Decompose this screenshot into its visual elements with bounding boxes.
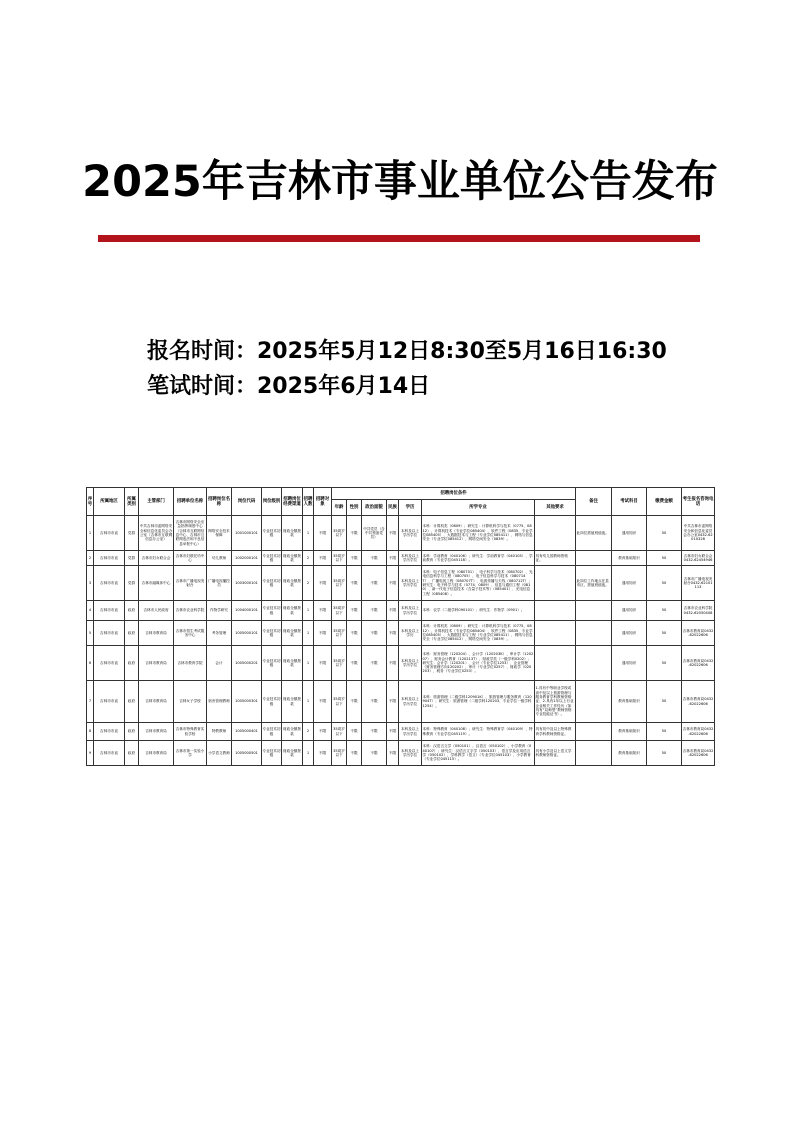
cell-level: 专业技术初级: [262, 681, 282, 723]
cell-education: 本科及以上学历学位: [399, 551, 422, 566]
cell-dept: 吉林市教育局: [139, 646, 174, 681]
cell-code: 1005000101: [232, 621, 262, 646]
cell-target: 不限: [314, 681, 332, 723]
cell-gender: 不限: [347, 516, 362, 551]
cell-major: 本科：旅游管理（二级学科120901K）、旅游管理与服务教育（120904T）；研究生：旅游管理（二级学科120203、专业学位一级学科1254）。: [422, 681, 535, 723]
header-major: 所学专业: [422, 500, 535, 516]
cell-age: 35周岁以下: [332, 741, 347, 766]
cell-funding: 财政全额拨款: [282, 646, 303, 681]
cell-fee: 50: [647, 551, 682, 566]
header-remark: 备注: [576, 488, 612, 516]
cell-ethnicity: 不限: [387, 566, 399, 601]
recruitment-table: [86, 487, 715, 766]
cell-count: 1: [303, 621, 314, 646]
cell-post: 宿舍管理教师: [207, 681, 232, 723]
cell-fee: 50: [647, 601, 682, 621]
cell-remark: [576, 551, 612, 566]
cell-age: 35周岁以下: [332, 621, 347, 646]
cell-politics: 不限: [362, 566, 387, 601]
cell-count: 1: [303, 516, 314, 551]
cell-post: 考务管理: [207, 621, 232, 646]
cell-post: 幼儿教师: [207, 551, 232, 566]
cell-age: 35周岁以下: [332, 601, 347, 621]
cell-funding: 财政全额拨款: [282, 723, 303, 741]
table-row: [87, 646, 715, 681]
cell-education: 本科及以上学历学位: [399, 681, 422, 723]
cell-subject: 通用知识: [612, 621, 647, 646]
cell-code: 1004000101: [232, 601, 262, 621]
table-row: [87, 566, 715, 601]
header-category: 所属类别: [125, 488, 139, 516]
cell-no: 3: [87, 566, 94, 601]
header-post: 招聘岗位名称: [207, 488, 232, 516]
cell-politics: 不限: [362, 551, 387, 566]
cell-other: [535, 646, 576, 681]
cell-politics: 不限: [362, 681, 387, 723]
cell-funding: 财政全额拨款: [282, 551, 303, 566]
table-body: [87, 516, 715, 766]
cell-no: 8: [87, 723, 94, 741]
cell-gender: 不限: [347, 601, 362, 621]
cell-gender: 不限: [347, 551, 362, 566]
cell-unit: 吉林市网络安全应急指挥调度中心（吉林市互联网信息中心、吉林市互联网违法和不良信息举报中心）: [174, 516, 207, 551]
header-gender: 性别: [347, 500, 362, 516]
header-fee: 缴费金额: [647, 488, 682, 516]
header-dept: 主管部门: [139, 488, 174, 516]
cell-major: 本科：计算机类（0809）；研究生：计算机科学与技术（0775、0812）、计算机技术（专业学位085404）、软件工程（0835、专业学位085405）、大数据技术与工程（专业学位085411）、网络与信息安全（专业学位085412）、网络空间安全（0839）。: [422, 621, 535, 646]
cell-other: [535, 566, 576, 601]
cell-education: 本科及以上学历: [399, 621, 422, 646]
cell-funding: 财政全额拨款: [282, 566, 303, 601]
cell-no: 4: [87, 601, 94, 621]
cell-dept: 吉林市人民政府: [139, 601, 174, 621]
cell-gender: 不限: [347, 621, 362, 646]
cell-region: 吉林市市直: [94, 601, 125, 621]
cell-fee: 50: [647, 681, 682, 723]
cell-gender: 不限: [347, 566, 362, 601]
cell-target: 不限: [314, 566, 332, 601]
cell-unit: 吉林市招生考试服务中心: [174, 621, 207, 646]
cell-count: 1: [303, 741, 314, 766]
cell-contact: 吉林市农业科学院0432-62050408: [682, 601, 715, 621]
header-region: 所属地区: [94, 488, 125, 516]
cell-count: 1: [303, 646, 314, 681]
cell-dept: 吉林市教育局: [139, 621, 174, 646]
cell-no: 9: [87, 741, 94, 766]
cell-major: 本科：农学（二级学科090101）；研究生：作物学（0901）。: [422, 601, 535, 621]
cell-no: 2: [87, 551, 94, 566]
cell-unit: 吉林市第一实验小学: [174, 741, 207, 766]
cell-other: 具有小学及以上语文学科教师资格证。: [535, 741, 576, 766]
header-unit: 招聘单位名称: [174, 488, 207, 516]
cell-other: 1.具有中等职业学校或高中及以上旅游管理与服务教育学科教师资格证；2.具有1年以上行业企业相关工作经历（如具有“双师型”教师资格专业技能证书）。: [535, 681, 576, 723]
cell-region: 吉林市市直: [94, 723, 125, 741]
cell-fee: 50: [647, 516, 682, 551]
cell-education: 本科及以上学历学位: [399, 723, 422, 741]
table-row: [87, 621, 715, 646]
cell-contact: 吉林市广播电视发射台0432-62101113: [682, 566, 715, 601]
cell-code: 1002000101: [232, 551, 262, 566]
cell-count: 1: [303, 601, 314, 621]
cell-target: 不限: [314, 723, 332, 741]
cell-post: 作物学研究: [207, 601, 232, 621]
cell-count: 1: [303, 681, 314, 723]
table-row: [87, 723, 715, 741]
cell-age: 35周岁以下: [332, 681, 347, 723]
header-age: 年龄: [332, 500, 347, 516]
cell-subject: 教育基础知识: [612, 681, 647, 723]
cell-region: 吉林市市直: [94, 681, 125, 723]
cell-level: 专业技术初级: [262, 621, 282, 646]
exam-time: 笔试时间：2025年6月14日: [147, 374, 431, 399]
cell-major: 本科：财务管理（120204）、会计学（120203K）、审计学（120207）、财务会计教育（120213T）、财政学类（一级学科0202）；研究生：会计学（120201）、会计（专业学位1253）、企业管理（财务管理方向120202）、审计（专业学位0257）、财政学（020203）、税务（专业学位0253）。: [422, 646, 535, 681]
cell-other: 具有幼儿园教师资格证。: [535, 551, 576, 566]
cell-fee: 50: [647, 621, 682, 646]
cell-category: 政府: [125, 601, 139, 621]
cell-gender: 不限: [347, 741, 362, 766]
cell-major: 本科：计算机类（0809）；研究生：计算机科学与技术（0775、0812）、计算机技术（专业学位085404）、软件工程（0835、专业学位085405）、大数据技术与工程（专业学位085411）、网络与信息安全（专业学位085412）、网络空间安全（0839）。: [422, 516, 535, 551]
cell-target: 不限: [314, 741, 332, 766]
cell-region: 吉林市市直: [94, 566, 125, 601]
cell-contact: 吉林市教育局0432-62022606: [682, 646, 715, 681]
registration-time: 报名时间：2025年5月12日8:30至5月16日16:30: [147, 339, 667, 364]
cell-fee: 50: [647, 646, 682, 681]
cell-unit: 吉林市广播电视发射台: [174, 566, 207, 601]
cell-remark: [576, 723, 612, 741]
cell-level: 专业技术初级: [262, 741, 282, 766]
cell-age: 35周岁以下: [332, 566, 347, 601]
cell-remark: [576, 741, 612, 766]
cell-major: 本科：汉语言文学（050101）、汉语言（050102）、小学教育（040107）；研究生：汉语言文字学（050103）、语言学及应用语言学（050102）、学科教学（语文）（专业学位045103）、小学教育（专业学位045115）。: [422, 741, 535, 766]
cell-funding: 财政全额拨款: [282, 741, 303, 766]
page-title: 2025年吉林市事业单位公告发布: [82, 157, 718, 207]
cell-target: 不限: [314, 646, 332, 681]
cell-no: 1: [87, 516, 94, 551]
cell-gender: 不限: [347, 646, 362, 681]
cell-level: 专业技术初级: [262, 646, 282, 681]
cell-politics: 不限: [362, 723, 387, 741]
cell-fee: 50: [647, 566, 682, 601]
cell-politics: 中共党员（含中共预备党员）: [362, 516, 387, 551]
cell-education: 本科及以上学历学位: [399, 516, 422, 551]
cell-fee: 50: [647, 741, 682, 766]
cell-target: 不限: [314, 601, 332, 621]
table-row: [87, 741, 715, 766]
cell-unit: 吉林市妇联托幼中心: [174, 551, 207, 566]
cell-ethnicity: 不限: [387, 646, 399, 681]
cell-other: [535, 601, 576, 621]
cell-remark: [576, 681, 612, 723]
cell-subject: 教育基础知识: [612, 741, 647, 766]
cell-dept: 吉林市教育局: [139, 741, 174, 766]
cell-education: 本科及以上学历学位: [399, 601, 422, 621]
cell-ethnicity: 不限: [387, 601, 399, 621]
cell-count: 2: [303, 551, 314, 566]
header-conditions: 招聘岗位条件: [332, 488, 576, 500]
cell-target: 不限: [314, 551, 332, 566]
cell-major: 本科：特殊教育（040108）；研究生：特殊教育学（040109）、特殊教育（专业学位045119）。: [422, 723, 535, 741]
cell-subject: 通用知识: [612, 566, 647, 601]
cell-category: 党群: [125, 566, 139, 601]
cell-politics: 不限: [362, 741, 387, 766]
cell-region: 吉林市市直: [94, 621, 125, 646]
cell-other: [535, 621, 576, 646]
cell-region: 吉林市市直: [94, 516, 125, 551]
cell-dept: 中共吉林市委网络安全和信息化委员会办公室（吉林市互联网信息办公室）: [139, 516, 174, 551]
header-subject: 考试科目: [612, 488, 647, 516]
header-contact: 考生报名咨询电话: [682, 488, 715, 516]
cell-age: 35周岁以下: [332, 551, 347, 566]
cell-category: 政府: [125, 741, 139, 766]
cell-region: 吉林市市直: [94, 551, 125, 566]
cell-contact: 吉林市教育局0432-62022606: [682, 741, 715, 766]
cell-category: 政府: [125, 681, 139, 723]
cell-ethnicity: 不限: [387, 681, 399, 723]
cell-dept: 吉林市融媒体中心: [139, 566, 174, 601]
header-code: 岗位代码: [232, 488, 262, 516]
cell-politics: 不限: [362, 646, 387, 681]
table-row: [87, 601, 715, 621]
cell-category: 党群: [125, 516, 139, 551]
header-funding: 招聘岗位经费渠道: [282, 488, 303, 516]
cell-funding: 财政全额拨款: [282, 621, 303, 646]
cell-post: 小学语文教师: [207, 741, 232, 766]
cell-subject: 通用知识: [612, 601, 647, 621]
cell-category: 党群: [125, 551, 139, 566]
cell-subject: 通用知识: [612, 516, 647, 551]
cell-contact: 吉林市妇女联合会0432-62454946: [682, 551, 715, 566]
cell-category: 政府: [125, 621, 139, 646]
header-count: 招聘人数: [303, 488, 314, 516]
cell-subject: 教育基础知识: [612, 723, 647, 741]
cell-level: 专业技术初级: [262, 516, 282, 551]
header-politics: 政治面貌: [362, 500, 387, 516]
cell-no: 5: [87, 621, 94, 646]
cell-gender: 不限: [347, 723, 362, 741]
cell-no: 7: [87, 681, 94, 723]
cell-age: 35周岁以下: [332, 646, 347, 681]
cell-remark: 此岗位需值班值夜。: [576, 516, 612, 551]
header-other: 其他要求: [535, 500, 576, 516]
cell-ethnicity: 不限: [387, 741, 399, 766]
cell-politics: 不限: [362, 621, 387, 646]
cell-code: 1003000101: [232, 566, 262, 601]
cell-unit: 吉林女子学校: [174, 681, 207, 723]
cell-ethnicity: 不限: [387, 516, 399, 551]
cell-post: 特教教师: [207, 723, 232, 741]
table-row: [87, 681, 715, 723]
cell-education: 本科及以上学历学位: [399, 741, 422, 766]
cell-major: 本科：学前教育（040106）；研究生：学前教育学（040105）、学前教育（专业学位045118）。: [422, 551, 535, 566]
cell-funding: 财政全额拨款: [282, 681, 303, 723]
cell-code: 1001000101: [232, 516, 262, 551]
cell-post: 广播电视播控员: [207, 566, 232, 601]
cell-category: 政府: [125, 646, 139, 681]
cell-education: 本科及以上学历学位: [399, 566, 422, 601]
cell-age: 35周岁以下: [332, 723, 347, 741]
cell-contact: 吉林市教育局0432-62022606: [682, 681, 715, 723]
cell-age: 35周岁以下: [332, 516, 347, 551]
cell-dept: 吉林市教育局: [139, 723, 174, 741]
cell-subject: 通用知识: [612, 646, 647, 681]
cell-region: 吉林市市直: [94, 646, 125, 681]
cell-ethnicity: 不限: [387, 621, 399, 646]
cell-category: 政府: [125, 723, 139, 741]
cell-education: 本科及以上学历学位: [399, 646, 422, 681]
header-target: 招聘对象: [314, 488, 332, 516]
header-level: 岗位级别: [262, 488, 282, 516]
cell-level: 专业技术初级: [262, 601, 282, 621]
cell-remark: [576, 621, 612, 646]
cell-remark: [576, 601, 612, 621]
cell-dept: 吉林市妇女联合会: [139, 551, 174, 566]
cell-other: [535, 516, 576, 551]
cell-other: 具有初中及以上特殊教育学科教师资格证。: [535, 723, 576, 741]
cell-level: 专业技术初级: [262, 551, 282, 566]
header-education: 学历: [399, 500, 422, 516]
cell-funding: 财政全额拨款: [282, 516, 303, 551]
cell-contact: 吉林市教育局0432-62022606: [682, 723, 715, 741]
table-row: [87, 516, 715, 551]
cell-remark: [576, 646, 612, 681]
cell-count: 2: [303, 723, 314, 741]
cell-post: 会计: [207, 646, 232, 681]
cell-ethnicity: 不限: [387, 723, 399, 741]
cell-fee: 50: [647, 723, 682, 741]
cell-no: 6: [87, 646, 94, 681]
cell-target: 不限: [314, 621, 332, 646]
cell-target: 不限: [314, 516, 332, 551]
cell-count: 2: [303, 566, 314, 601]
table-row: [87, 551, 715, 566]
cell-code: 1005000301: [232, 681, 262, 723]
header-no: 序号: [87, 488, 94, 516]
cell-gender: 不限: [347, 681, 362, 723]
cell-major: 本科：电子信息工程（080701）、电子科学与技术（080702）、光电信息科学与工程（080705）、电子信息科学与技术（080714T）、广播电视工程（080707T）、电波传播与天线（080712T）；研究生：电子科学与技术（0774、0809）、信息与通信工程（0810）、新一代电子信息技术（含量子技术等）（085401）、光电信息工程（085408）。: [422, 566, 535, 601]
cell-funding: 财政全额拨款: [282, 601, 303, 621]
header-ethnicity: 民族: [387, 500, 399, 516]
cell-unit: 吉林市教育学院: [174, 646, 207, 681]
cell-ethnicity: 不限: [387, 551, 399, 566]
cell-region: 吉林市市直: [94, 741, 125, 766]
cell-contact: 中共吉林市委网络安全和信息化委员会办公室0432-62010328: [682, 516, 715, 551]
title-divider: [98, 235, 700, 242]
cell-dept: 吉林市教育局: [139, 681, 174, 723]
cell-unit: 吉林市农业科学院: [174, 601, 207, 621]
cell-level: 专业技术初级: [262, 723, 282, 741]
cell-unit: 吉林市特殊教育实验学校: [174, 723, 207, 741]
cell-code: 1005000501: [232, 741, 262, 766]
cell-subject: 教育基础知识: [612, 551, 647, 566]
cell-politics: 不限: [362, 601, 387, 621]
cell-code: 1005000401: [232, 723, 262, 741]
cell-post: 网络安全技术保障: [207, 516, 232, 551]
cell-remark: 此岗位工作地点在县市区，需值班值夜。: [576, 566, 612, 601]
cell-code: 1005000201: [232, 646, 262, 681]
cell-level: 专业技术初级: [262, 566, 282, 601]
cell-contact: 吉林市教育局0432-62022606: [682, 621, 715, 646]
